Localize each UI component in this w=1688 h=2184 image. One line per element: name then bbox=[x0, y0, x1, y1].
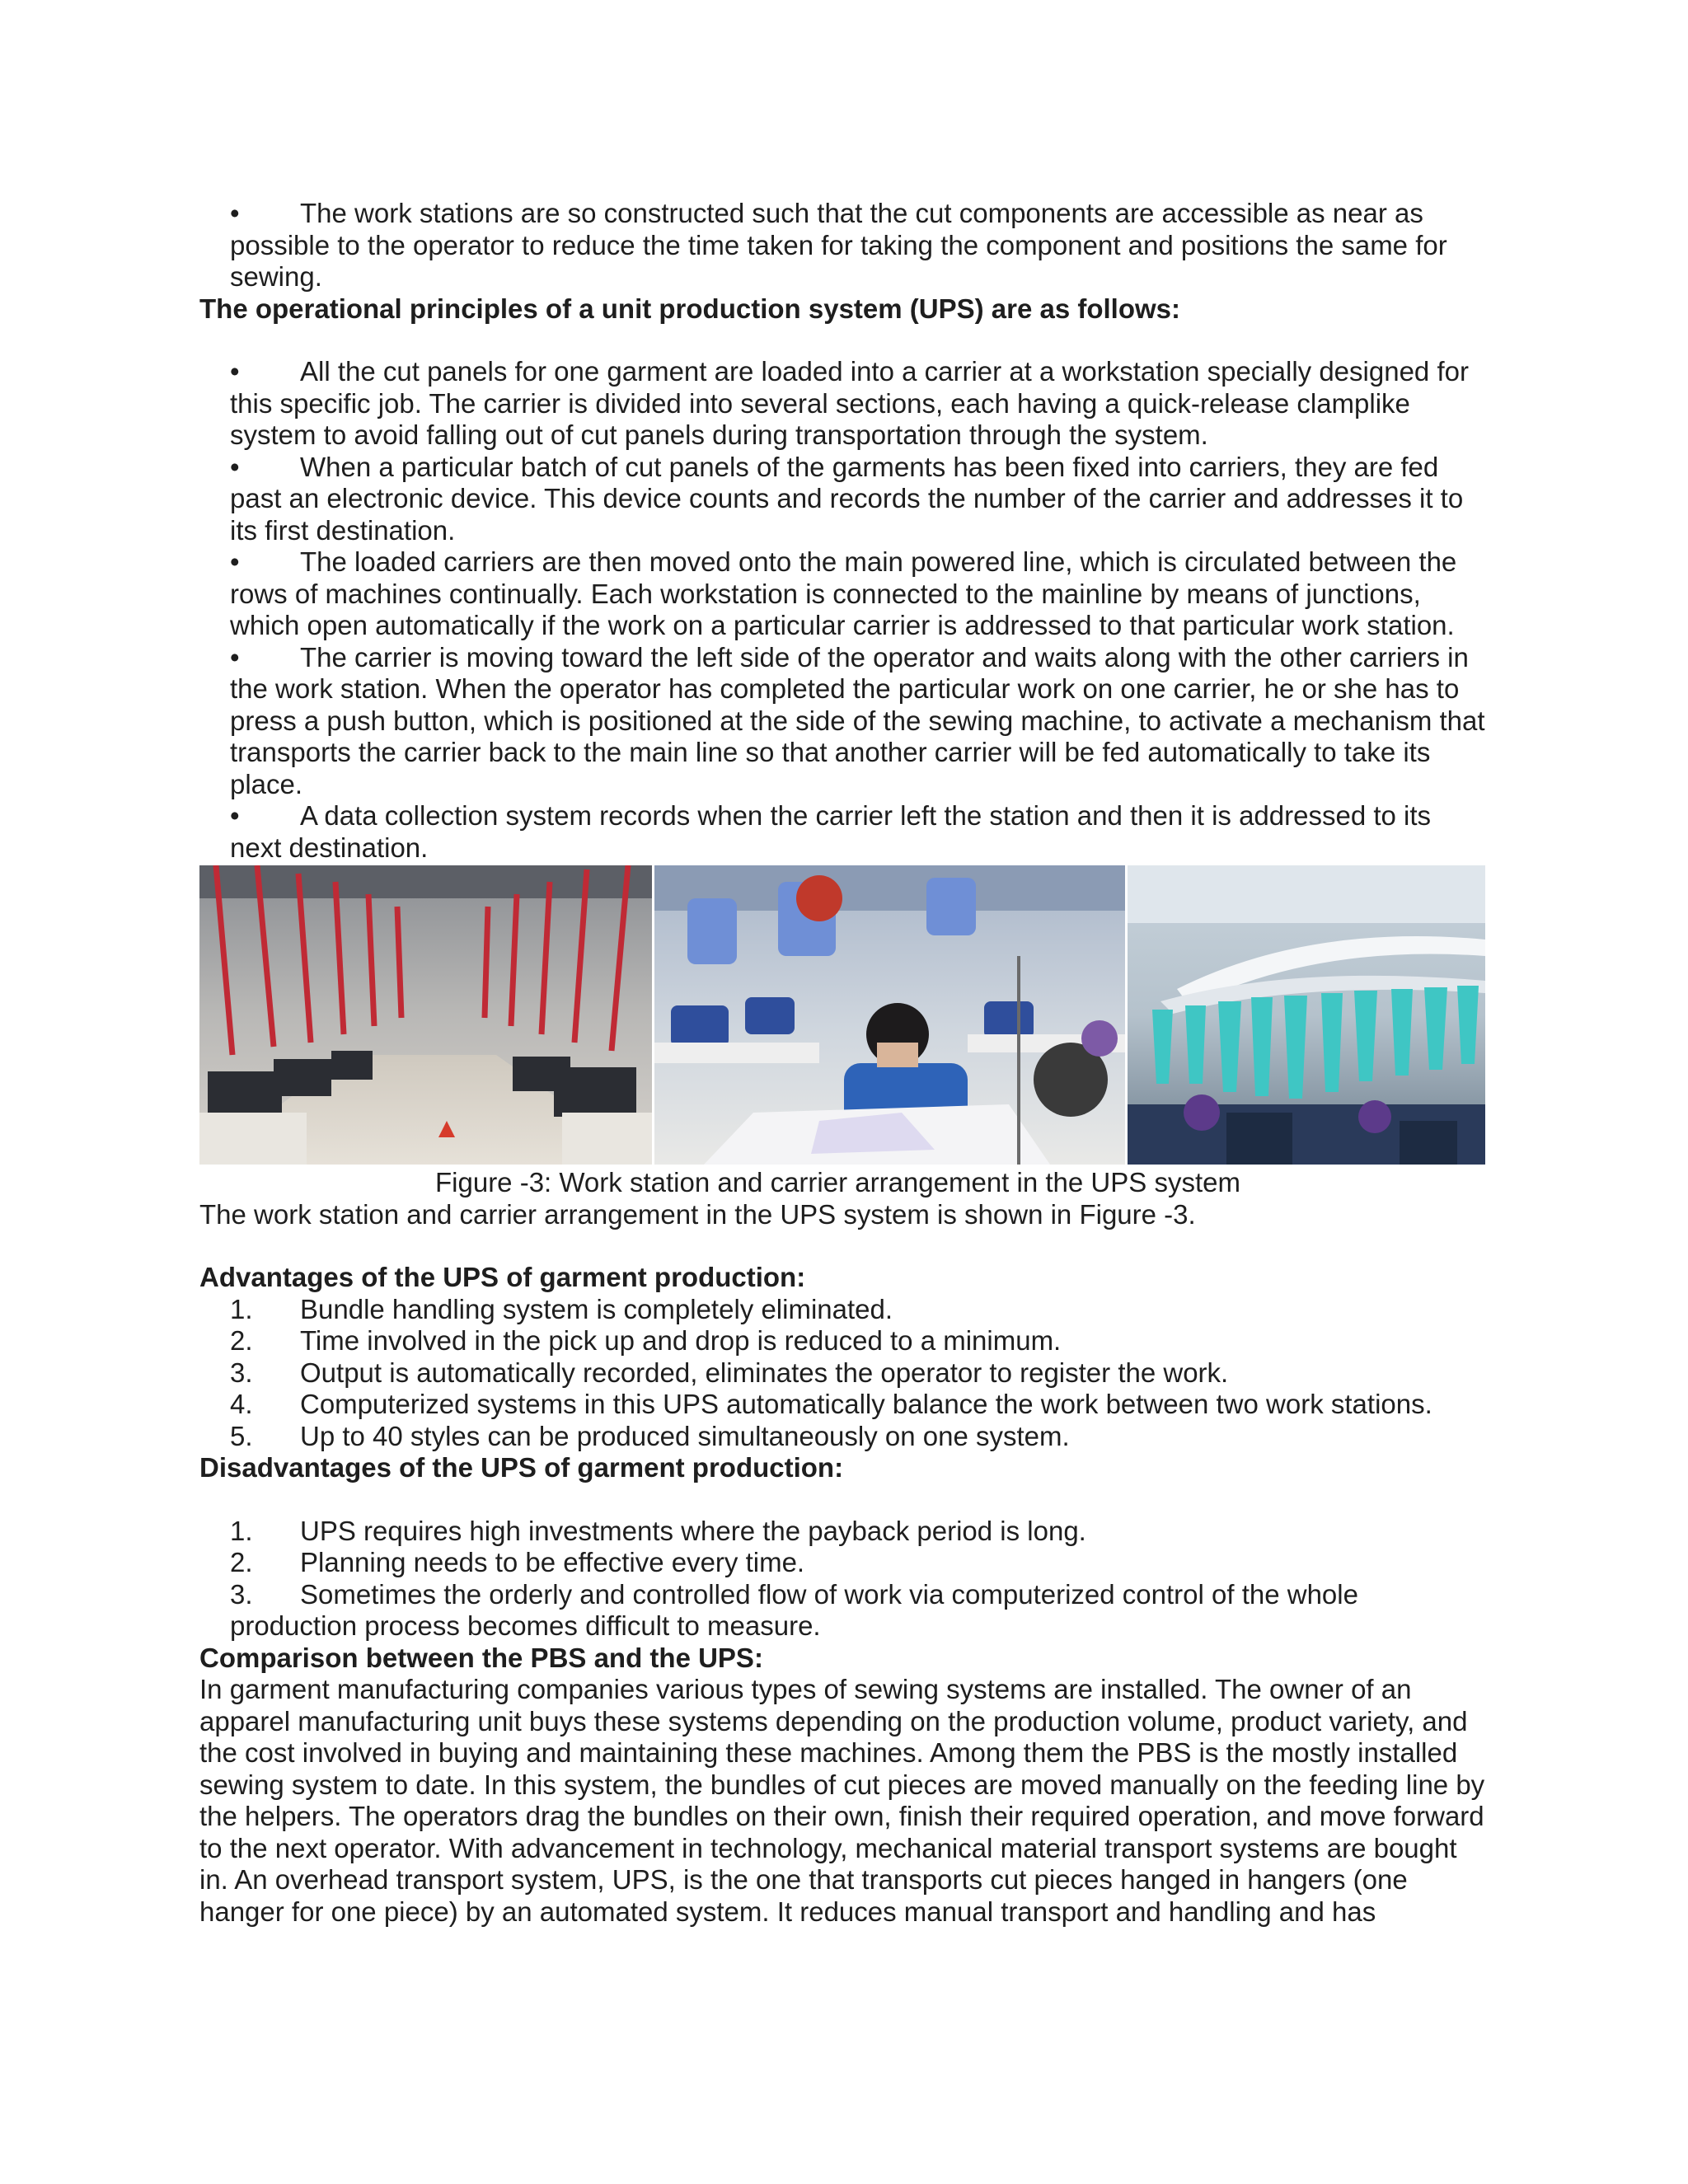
list-item-text: All the cut panels for one garment are loaded into a carrier at a workstation specially designed for this specific job. The carrier is divided into several sections, each having a quick-release clamplike system to avoid falling out of cut panels during transportation through the system. bbox=[230, 356, 1469, 450]
bullet-marker: • bbox=[230, 451, 240, 482]
number-marker: 3. bbox=[230, 1578, 253, 1610]
overhead-carrier-photo bbox=[1128, 865, 1485, 1165]
disadvantages-list bbox=[199, 1516, 1485, 1643]
figure-caption: Figure -3: Work station and carrier arrangement in the UPS system bbox=[435, 1167, 1240, 1197]
list-item-text: When a particular batch of cut panels of the garments has been fixed into carriers, they are fed past an electronic device. This device counts and records the number of the carrier and addresses it to its first destination. bbox=[230, 451, 1464, 546]
list-item-text: The carrier is moving toward the left side of the operator and waits along with the other carriers in the work station. When the operator has completed the particular work on one carrier, he or she has to press a push button, which is positioned at the side of the sewing machine, to activate a mechanism that transports the carrier back to the main line so that another carrier will be fed automatically to take its place. bbox=[230, 641, 1485, 799]
list-item bbox=[199, 1547, 1485, 1579]
figure-reference-paragraph: The work station and carrier arrangement in the UPS system is shown in Figure -3. bbox=[199, 1198, 1196, 1230]
intro-bullet-text: The work stations are so constructed such that the cut components are accessible as near as possible to the operator to reduce the time taken for taking the component and positions the same for sewing. bbox=[230, 198, 1447, 292]
list-item-text: Sometimes the orderly and controlled flow of work via computerized control of the whole production process becomes difficult to measure. bbox=[230, 1578, 1358, 1641]
bullet-marker: • bbox=[230, 800, 240, 831]
comparison-heading: Comparison between the PBS and the UPS: bbox=[199, 1642, 763, 1673]
list-item bbox=[199, 1579, 1485, 1643]
list-item-text: Time involved in the pick up and drop is reduced to a minimum. bbox=[300, 1325, 1062, 1356]
list-item bbox=[199, 1294, 1485, 1326]
list-item-text: Output is automatically recorded, eliminates the operator to register the work. bbox=[300, 1357, 1229, 1388]
list-item bbox=[199, 1357, 1485, 1390]
bullet-marker: • bbox=[230, 198, 240, 228]
comparison-paragraph: In garment manufacturing companies various types of sewing systems are installed. The owner of an apparel manufacturing unit buys these systems depending on the production volume, product variety, and the cost involved in buying and maintaining these machines. Among them the PBS is the mostly installed sewing system to date. In this system, the bundles of cut pieces are moved manually on the feeding line by the helpers. The operators drag the bundles on their own, finish their required operation, and move forward to the next operator. With advancement in technology, mechanical material transport systems are bought in. An overhead transport system, UPS, is the one that transports cut pieces hanged in hangers (one hanger for one piece) by an automated system. It reduces manual transport and handling and has bbox=[199, 1674, 1485, 1927]
disadvantages-heading: Disadvantages of the UPS of garment production: bbox=[199, 1452, 844, 1483]
list-item bbox=[199, 642, 1485, 801]
bullet-marker: • bbox=[230, 546, 240, 577]
number-marker: 4. bbox=[230, 1389, 253, 1419]
list-item-text: A data collection system records when the carrier left the station and then it is addressed to its next destination. bbox=[230, 800, 1432, 863]
list-item-text: Computerized systems in this UPS automatically balance the work between two work stations. bbox=[300, 1389, 1432, 1419]
figure-3 bbox=[199, 865, 1485, 1165]
list-item-text: UPS requires high investments where the payback period is long. bbox=[300, 1515, 1086, 1546]
number-marker: 1. bbox=[230, 1515, 253, 1546]
list-item-text: Bundle handling system is completely eliminated. bbox=[300, 1293, 893, 1324]
list-item-text: Up to 40 styles can be produced simultaneously on one system. bbox=[300, 1420, 1070, 1451]
number-marker: 2. bbox=[230, 1325, 253, 1356]
number-marker: 1. bbox=[230, 1293, 253, 1324]
list-item bbox=[199, 1516, 1485, 1548]
document-page bbox=[199, 198, 1485, 1928]
list-item bbox=[199, 452, 1485, 547]
list-item bbox=[199, 1325, 1485, 1357]
advantages-list bbox=[199, 1294, 1485, 1453]
list-item bbox=[199, 1421, 1485, 1453]
list-item-text: Planning needs to be effective every time. bbox=[300, 1547, 805, 1577]
bullet-marker: • bbox=[230, 356, 240, 387]
ups-principles-list bbox=[199, 356, 1485, 864]
number-marker: 2. bbox=[230, 1547, 253, 1577]
list-item-text: The loaded carriers are then moved onto the main powered line, which is circulated between the rows of machines continually. Each workstation is connected to the mainline by means of junctions, which open automatically if the work on a particular carrier is addressed to that particular work station. bbox=[230, 546, 1457, 640]
number-marker: 5. bbox=[230, 1420, 253, 1451]
advantages-heading: Advantages of the UPS of garment production: bbox=[199, 1262, 806, 1292]
number-marker: 3. bbox=[230, 1357, 253, 1388]
ups-principles-heading: The operational principles of a unit production system (UPS) are as follows: bbox=[199, 293, 1181, 324]
list-item bbox=[199, 1389, 1485, 1421]
list-item bbox=[199, 800, 1485, 864]
operator-sewing-photo bbox=[654, 865, 1125, 1165]
list-item bbox=[199, 546, 1485, 642]
bullet-marker: • bbox=[230, 641, 240, 673]
factory-line-photo bbox=[199, 865, 652, 1165]
intro-bullet-item bbox=[199, 198, 1485, 293]
list-item bbox=[199, 356, 1485, 452]
